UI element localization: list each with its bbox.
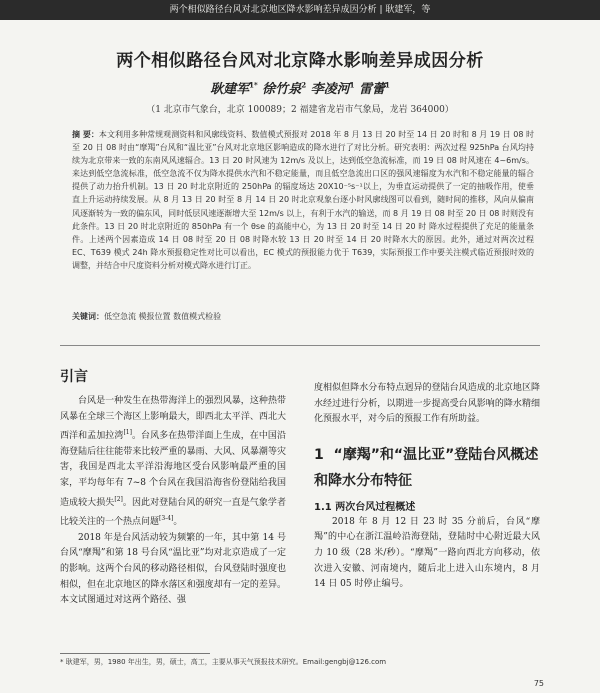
abstract-divider xyxy=(60,345,540,346)
intro-paragraph-1: 台风是一种发生在热带海洋上的强烈风暴，这种热带风暴在全球三个海区上影响最大，即西北太平洋、西北大西洋和孟加拉湾[1]。台风多在热带洋面上生成，在中国沿海登陆后往往能带来比较严重的暴雨、大风、风暴潮等灾害，我国是西北太平洋沿海地区受台风影响最严重的国家，平均每年有 7~8 个台风在我国沿海省份登陆给我国造成较大损失[2]。因此对登陆台风的研究一直是气象学者比较关注的一个热点问题[3-4]。 xyxy=(60,396,286,528)
author-footnote: * 耿建军，男，1980 年出生，男，硕士，高工，主要从事天气预报技术研究。Email:gengbj@126.com xyxy=(60,658,387,666)
affiliation: （1 北京市气象台，北京 100089；2 福建省龙岩市气象局，龙岩 364000） xyxy=(146,105,454,115)
author-2-mark: 2 xyxy=(301,80,307,90)
keywords-text: 低空急流 模报位置 数值模式检验 xyxy=(104,312,222,321)
author-1: 耿建军 xyxy=(210,82,250,97)
citation-3: [3-4] xyxy=(159,515,174,523)
abstract xyxy=(72,128,534,272)
footnote-rule xyxy=(60,653,210,654)
keywords-label: 关键词： xyxy=(72,312,104,321)
author-2: 徐竹泉 xyxy=(262,82,302,97)
abstract-label: 摘 要： xyxy=(72,130,99,139)
author-3: 李凌河 xyxy=(310,82,350,97)
section-1-title: “摩羯”和“温比亚”登陆台风概述和降水分布特征 xyxy=(314,446,539,489)
intro-paragraph-2: 2018 年是台风活动较为频繁的一年，其中第 14 号台风“摩羯”和第 18 号台风“温比亚”均对北京造成了一定的影响。这两个台风的移动路径相似，台风登陆时强度也相似，但在北京地区的降水落区和强度却有一定的差异。本文试图通过对这两个路径、强 xyxy=(60,532,286,606)
abstract-text: 本文利用多种常规观测资料和风廓线资料、数值模式预报对 2018 年 8 月 13 日 20 时至 14 日 20 时和 8 月 19 日 08 时至 20 日 08 时由“摩羯”台风和“温比亚”台风对北京地区影响造成的降水进行了对比分析。研究表明：两次过程 925hPa 台风均持续为北京带来一致的东南风风速辐合。13 日 20 时风速为 12m/s 及以上，达到低空急流标准，而 19 日 08 时风速在 4~6m/s。来达到低空急流标准，低空急流不仅为降水提供水汽和不稳定能量，而且低空急流出口区的强风速辐度为水汽和不稳定能量的辐合提供了动力抬升机制。13 日 20 时北京附近的 250hPa 的辐度场达 20X10⁻⁵s⁻¹以上，为垂直运动提供了一定的抽吸作用，使垂直上升运动持续发展。从 8 月 13 日 20 时至 8 月 14 日 20 时北京观象台逐小时风廓线图可以看到，随时间的推移，风向从偏南风逐渐转为一致的偏东风，同时低层风速逐渐增大至 12m/s 以上，有利于水汽的输送，而 8 月 19 日 08 时至 20 日 08 时则没有此条件。13 日 20 时北京附近的 850hPa 有一个 θse 的高能中心，为 13 日 20 时至 14 日 20 时 降水过程提供了充足的能量条件。上述两个因素造成 14 日 08 时至 20 日 08 时降水较 13 日 20 时至 14 日 20 时降水大的原因。此外，通过对两次过程 EC、T639 模式 24h 降水预报稳定性对比可以看出，EC 模式的预报能力优于 T639，实际预报工作中要关注模式临近预报时效的调整，并结合中尺度资料分析对模式降水进行订正。 xyxy=(72,130,534,270)
keywords xyxy=(72,311,534,322)
author-3-mark: 1 xyxy=(349,80,355,90)
left-column xyxy=(60,366,286,609)
section-1-heading xyxy=(314,442,540,494)
subsection-1-1-heading: 1.1 两次台风过程概述 xyxy=(314,501,416,513)
paper-title: 两个相似路径台风对北京降水影响差异成因分析 xyxy=(116,51,484,71)
intro-paragraph-3: 度相似但降水分布特点迥异的登陆台风造成的北京地区降水经过进行分析，以期进一步提高受台风影响的降水精细化预报水平，对今后的预报工作有所助益。 xyxy=(314,383,540,425)
citation-1: [1] xyxy=(123,429,132,437)
author-1-mark: 1* xyxy=(249,80,258,90)
right-column xyxy=(314,381,540,593)
page-number: 75 xyxy=(533,679,544,688)
section-1-number: 1 xyxy=(314,446,324,463)
running-header: 两个相似路径台风对北京地区降水影响差异成因分析 | 耿建军，等 xyxy=(0,0,600,20)
author-4-mark: 1 xyxy=(385,80,390,90)
citation-2: [2] xyxy=(114,495,123,503)
section-1-paragraph-1: 2018 年 8 月 12 日 23 时 35 分前后，台风“摩羯”的中心在浙江温岭沿海登陆，登陆时中心附近最大风力 10 级（28 米/秒）。“摩羯”一路向西北方向移动，依次进入安徽、河南境内，随后北上进入山东境内，8 月 14 日 05 时停止编号。 xyxy=(314,516,540,590)
author-list xyxy=(0,78,600,97)
intro-heading: 引言 xyxy=(60,369,88,385)
author-4: 雷蕾 xyxy=(359,82,386,97)
